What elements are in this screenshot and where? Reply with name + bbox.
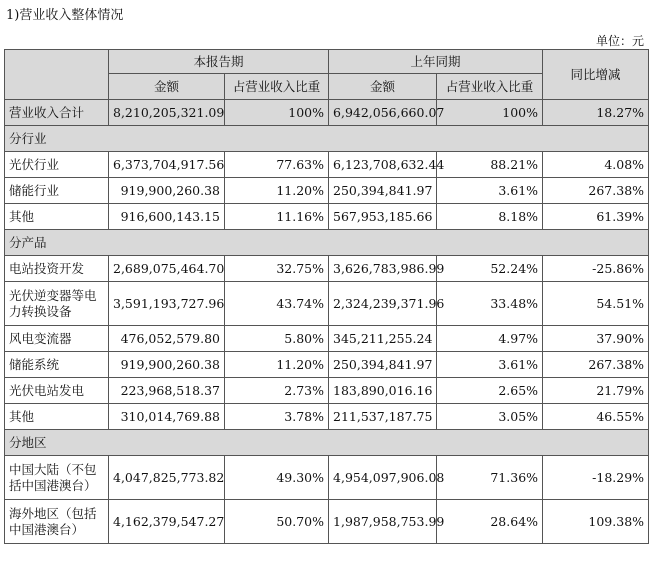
table-row bbox=[5, 378, 649, 404]
table-row bbox=[5, 282, 649, 326]
current-amount: 223,968,518.37 bbox=[109, 378, 225, 404]
total-yoy: 18.27% bbox=[543, 100, 649, 126]
table-row bbox=[5, 404, 649, 430]
yoy: -18.29% bbox=[543, 456, 649, 500]
table-row bbox=[5, 152, 649, 178]
current-amount: 919,900,260.38 bbox=[109, 178, 225, 204]
table-row bbox=[5, 178, 649, 204]
prior-ratio: 3.61% bbox=[437, 352, 543, 378]
current-amount: 2,689,075,464.70 bbox=[109, 256, 225, 282]
current-amount: 6,373,704,917.56 bbox=[109, 152, 225, 178]
header-yoy: 同比增减 bbox=[543, 50, 649, 100]
prior-ratio: 33.48% bbox=[437, 282, 543, 326]
prior-ratio: 3.05% bbox=[437, 404, 543, 430]
prior-amount: 250,394,841.97 bbox=[329, 178, 437, 204]
yoy: 54.51% bbox=[543, 282, 649, 326]
header-prior-amount: 金额 bbox=[329, 74, 437, 100]
row-label: 储能系统 bbox=[5, 352, 109, 378]
section-title: 分地区 bbox=[5, 430, 649, 456]
prior-ratio: 3.61% bbox=[437, 178, 543, 204]
current-ratio: 49.30% bbox=[225, 456, 329, 500]
yoy: 4.08% bbox=[543, 152, 649, 178]
prior-amount: 183,890,016.16 bbox=[329, 378, 437, 404]
current-ratio: 43.74% bbox=[225, 282, 329, 326]
row-label: 其他 bbox=[5, 404, 109, 430]
prior-amount: 3,626,783,986.99 bbox=[329, 256, 437, 282]
total-prior-amount: 6,942,056,660.07 bbox=[329, 100, 437, 126]
row-label: 储能行业 bbox=[5, 178, 109, 204]
row-label: 光伏行业 bbox=[5, 152, 109, 178]
row-label: 光伏电站发电 bbox=[5, 378, 109, 404]
yoy: 61.39% bbox=[543, 204, 649, 230]
row-label: 中国大陆（不包括中国港澳台） bbox=[5, 456, 109, 500]
revenue-table bbox=[4, 49, 649, 544]
table-row bbox=[5, 352, 649, 378]
current-amount: 310,014,769.88 bbox=[109, 404, 225, 430]
current-ratio: 11.20% bbox=[225, 178, 329, 204]
row-label: 光伏逆变器等电力转换设备 bbox=[5, 282, 109, 326]
yoy: 37.90% bbox=[543, 326, 649, 352]
current-amount: 4,047,825,773.82 bbox=[109, 456, 225, 500]
prior-amount: 4,954,097,906.08 bbox=[329, 456, 437, 500]
current-amount: 916,600,143.15 bbox=[109, 204, 225, 230]
section-row bbox=[5, 126, 649, 152]
current-ratio: 77.63% bbox=[225, 152, 329, 178]
section-title: 分产品 bbox=[5, 230, 649, 256]
total-row bbox=[5, 100, 649, 126]
total-prior-ratio: 100% bbox=[437, 100, 543, 126]
current-ratio: 5.80% bbox=[225, 326, 329, 352]
current-ratio: 11.20% bbox=[225, 352, 329, 378]
current-amount: 476,052,579.80 bbox=[109, 326, 225, 352]
current-amount: 919,900,260.38 bbox=[109, 352, 225, 378]
table-row bbox=[5, 256, 649, 282]
section-title: 分行业 bbox=[5, 126, 649, 152]
yoy: 21.79% bbox=[543, 378, 649, 404]
prior-amount: 345,211,255.24 bbox=[329, 326, 437, 352]
total-label: 营业收入合计 bbox=[5, 100, 109, 126]
table-title: 1)营业收入整体情况 bbox=[6, 8, 124, 23]
yoy: 267.38% bbox=[543, 352, 649, 378]
header-current-ratio: 占营业收入比重 bbox=[225, 74, 329, 100]
table-row bbox=[5, 326, 649, 352]
prior-amount: 1,987,958,753.99 bbox=[329, 500, 437, 544]
yoy: 109.38% bbox=[543, 500, 649, 544]
prior-ratio: 88.21% bbox=[437, 152, 543, 178]
current-ratio: 3.78% bbox=[225, 404, 329, 430]
unit-label: 单位：元 bbox=[595, 34, 644, 48]
yoy: 267.38% bbox=[543, 178, 649, 204]
table-row bbox=[5, 456, 649, 500]
current-amount: 3,591,193,727.96 bbox=[109, 282, 225, 326]
section-row bbox=[5, 430, 649, 456]
row-label: 其他 bbox=[5, 204, 109, 230]
section-row bbox=[5, 230, 649, 256]
table-row bbox=[5, 500, 649, 544]
current-ratio: 50.70% bbox=[225, 500, 329, 544]
header-prior-period: 上年同期 bbox=[329, 50, 543, 74]
prior-ratio: 8.18% bbox=[437, 204, 543, 230]
current-ratio: 11.16% bbox=[225, 204, 329, 230]
header-current-period: 本报告期 bbox=[109, 50, 329, 74]
row-label: 风电变流器 bbox=[5, 326, 109, 352]
prior-ratio: 4.97% bbox=[437, 326, 543, 352]
header-current-amount: 金额 bbox=[109, 74, 225, 100]
current-amount: 4,162,379,547.27 bbox=[109, 500, 225, 544]
prior-amount: 6,123,708,632.44 bbox=[329, 152, 437, 178]
total-current-ratio: 100% bbox=[225, 100, 329, 126]
row-label: 海外地区（包括中国港澳台） bbox=[5, 500, 109, 544]
row-label: 电站投资开发 bbox=[5, 256, 109, 282]
table-row bbox=[5, 204, 649, 230]
prior-ratio: 28.64% bbox=[437, 500, 543, 544]
total-current-amount: 8,210,205,321.09 bbox=[109, 100, 225, 126]
prior-amount: 2,324,239,371.96 bbox=[329, 282, 437, 326]
table-body bbox=[5, 100, 649, 544]
yoy: 46.55% bbox=[543, 404, 649, 430]
current-ratio: 32.75% bbox=[225, 256, 329, 282]
prior-ratio: 71.36% bbox=[437, 456, 543, 500]
prior-amount: 250,394,841.97 bbox=[329, 352, 437, 378]
prior-ratio: 2.65% bbox=[437, 378, 543, 404]
current-ratio: 2.73% bbox=[225, 378, 329, 404]
prior-amount: 567,953,185.66 bbox=[329, 204, 437, 230]
yoy: -25.86% bbox=[543, 256, 649, 282]
prior-ratio: 52.24% bbox=[437, 256, 543, 282]
header-blank bbox=[5, 50, 109, 100]
header-prior-ratio: 占营业收入比重 bbox=[437, 74, 543, 100]
prior-amount: 211,537,187.75 bbox=[329, 404, 437, 430]
